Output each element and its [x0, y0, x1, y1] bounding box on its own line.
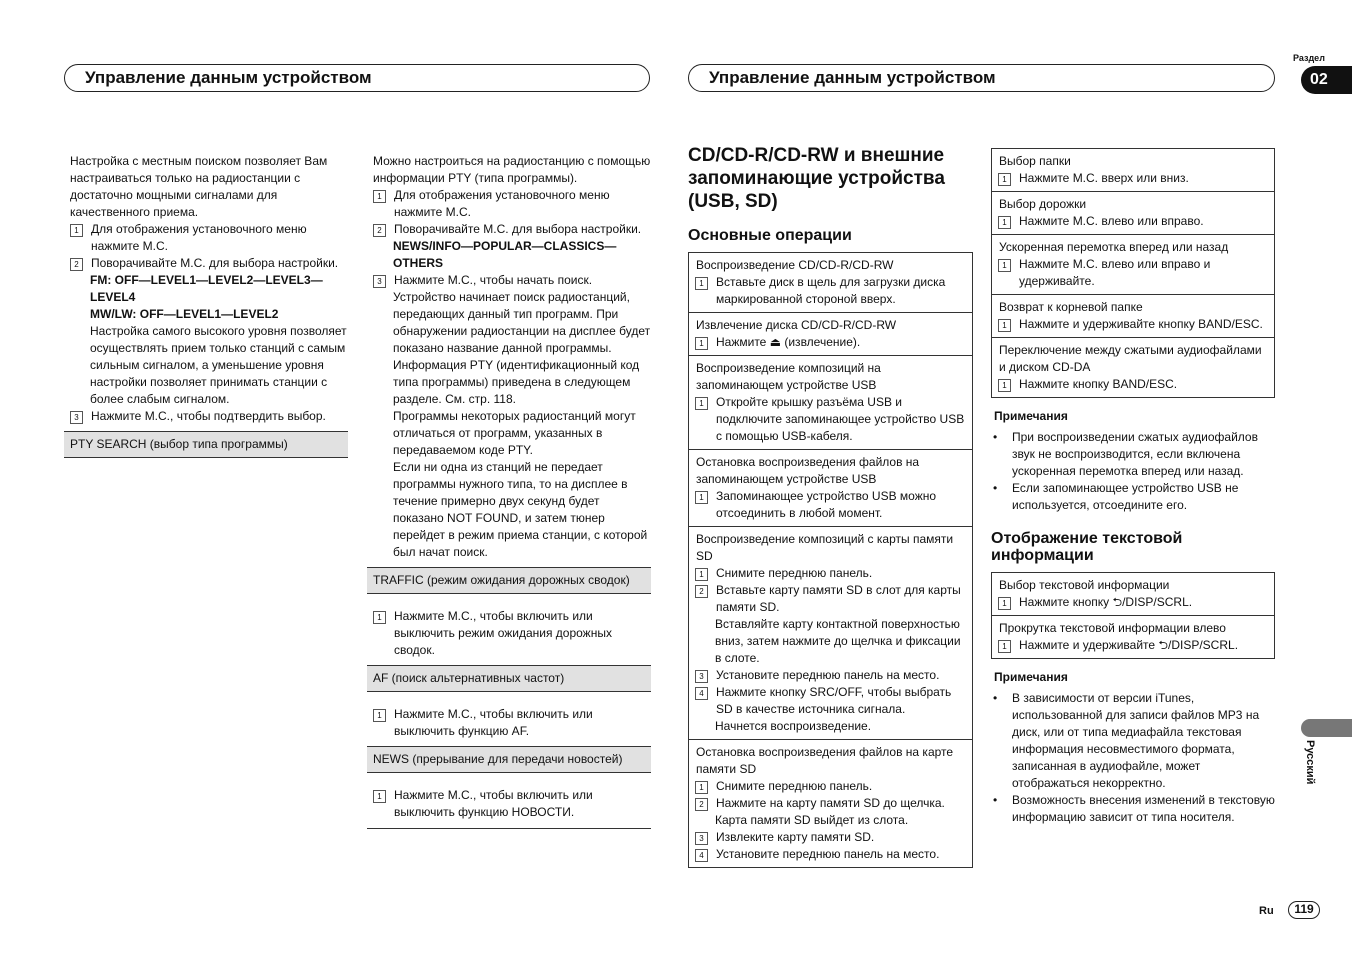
step-number: 1: [695, 781, 708, 794]
step-number: 1: [695, 397, 708, 410]
step: 1 Нажмите M.C., чтобы включить или выключить режим ожидания дорожных сводок.: [367, 608, 651, 659]
bullet-icon: •: [993, 430, 998, 444]
step: 1 Нажмите M.C. вверх или вниз.: [992, 170, 1268, 187]
column-4: [991, 148, 1275, 826]
step: 2 Поворачивайте M.C. для выбора настройки.: [64, 255, 348, 272]
step-note: Вставляйте карту контактной поверхностью вниз, затем нажмите до щелчка и фиксации в слоте.: [715, 617, 961, 665]
divider: [367, 828, 651, 829]
step: 1 Откройте крышку разъёма USB и подключите запоминающее устройство USB с помощью USB-кабеля.: [689, 394, 966, 445]
step: 3 Нажмите M.C., чтобы начать поиск.: [367, 272, 651, 289]
language-tab-marker: [1301, 719, 1352, 737]
column-2: [367, 153, 651, 829]
step: 4 Нажмите кнопку SRC/OFF, чтобы выбрать SD в качестве источника сигнала.: [689, 684, 966, 718]
operation-cd-eject: Извлечение диска CD/CD-R/CD-RW 1 Нажмите ⏏ (извлечение).: [689, 313, 972, 356]
step-number: 1: [373, 190, 386, 203]
mw-levels: MW/LW: OFF—LEVEL1—LEVEL2: [90, 307, 279, 321]
page-language: Ru: [1259, 905, 1274, 917]
step-number: 1: [70, 224, 83, 237]
af-bar: AF (поиск альтернативных частот): [367, 665, 651, 692]
step: 1 Нажмите M.C. влево или вправо.: [992, 213, 1268, 230]
step-number: 1: [998, 173, 1011, 186]
step-number: 4: [695, 687, 708, 700]
step-note: Настройка самого высокого уровня позволяет осуществлять прием только станций с самым сильным сигналом, а уменьшение уровня настройки позволяет принимать станции с более слабым сигналом.: [90, 324, 347, 406]
step: 1 Нажмите M.C. влево или вправо и удерживайте.: [992, 256, 1268, 290]
step-number: 1: [998, 216, 1011, 229]
bullet-icon: •: [993, 691, 998, 705]
step-note: Если ни одна из станций не передает программы нужного типа, то на дисплее в течение примерно двух секунд будет показано NOT FOUND, и затем тюнер перейдет в режим приема станции, с которой был начат поиск.: [393, 460, 648, 559]
pty-values: NEWS/INFO—POPULAR—CLASSICS—OTHERS: [393, 239, 617, 270]
step-number: 2: [695, 585, 708, 598]
bullet-icon: •: [993, 793, 998, 807]
local-seek-intro: Настройка с местным поиском позволяет Вам настраиваться только на радиостанции с достаточно мощными сигналами для качественного приема.: [70, 154, 328, 219]
step: 1 Для отображения установочного меню нажмите M.C.: [367, 187, 651, 221]
step: 1 Нажмите M.C., чтобы включить или выключить функцию AF.: [367, 706, 651, 740]
step-number: 1: [373, 709, 386, 722]
step-number: 1: [695, 491, 708, 504]
step: 1 Нажмите M.C., чтобы включить или выключить функцию НОВОСТИ.: [367, 787, 651, 821]
step: 3 Установите переднюю панель на место.: [689, 667, 966, 684]
pty-intro: Можно настроиться на радиостанцию с помощью информации PTY (типа программы).: [373, 154, 651, 185]
operation-folder-select: Выбор папки 1 Нажмите M.C. вверх или вниз.: [992, 149, 1274, 192]
section-label: Раздел: [1293, 53, 1325, 63]
operation-sd-play: Воспроизведение композиций с карты памяти SD 1 Снимите переднюю панель. 2 Вставьте карту памяти SD в слот для карты памяти SD. Вставляйте карту контактной поверхностью вниз, затем нажмите до щелчка и фиксации в слоте. 3 Установите переднюю панель на место. 4 Нажмите кнопку SRC/OFF, чтобы выбрать SD в качестве источника сигнала. Начнется воспроизведение.: [689, 527, 972, 740]
step: 1 Запоминающее устройство USB можно отсоединить в любой момент.: [689, 488, 966, 522]
column-1: [64, 153, 348, 464]
step: 1 Для отображения установочного меню нажмите M.C.: [64, 221, 348, 255]
step-number: 2: [695, 798, 708, 811]
note-bullet: • Если запоминающее устройство USB не используется, отсоедините его.: [993, 481, 1239, 512]
step-note: Устройство начинает поиск радиостанций, передающих данный тип программ. При обнаружении радиостанции на дисплее будет показано название данной программы.: [393, 290, 651, 355]
operation-usb-stop: Остановка воспроизведения файлов на запоминающем устройстве USB 1 Запоминающее устройство USB можно отсоединить в любой момент.: [689, 450, 972, 527]
notes-title: Примечания: [994, 409, 1068, 423]
step-number: 1: [695, 337, 708, 350]
step: 3 Нажмите M.C., чтобы подтвердить выбор.: [64, 408, 348, 425]
step: 2 Нажмите на карту памяти SD до щелчка.: [689, 795, 966, 812]
operations-box: [688, 252, 973, 868]
subsection-heading: Основные операции: [688, 227, 852, 244]
step: 4 Установите переднюю панель на место.: [689, 846, 966, 863]
step-number: 1: [998, 259, 1011, 272]
step-note: Начнется воспроизведение.: [715, 719, 872, 733]
operation-cd-play: Воспроизведение CD/CD-R/CD-RW 1 Вставьте диск в щель для загрузки диска маркированной стороной вверх.: [689, 253, 972, 313]
operation-switch-audio: Переключение между сжатыми аудиофайлами и диском CD-DA 1 Нажмите кнопку BAND/ESC.: [992, 338, 1274, 397]
operation-usb-play: Воспроизведение композиций на запоминающем устройстве USB 1 Откройте крышку разъёма USB и подключите запоминающее устройство USB с помощью USB-кабеля.: [689, 356, 972, 450]
step-number: 3: [695, 670, 708, 683]
step-number: 1: [998, 319, 1011, 332]
operation-text-scroll: Прокрутка текстовой информации влево 1 Нажмите и удерживайте ⮌/DISP/SCRL.: [992, 616, 1274, 658]
traffic-bar: TRAFFIC (режим ожидания дорожных сводок): [367, 567, 651, 594]
note-bullet: • При воспроизведении сжатых аудиофайлов звук не воспроизводится, если включена ускоренная перемотка вперед или назад.: [993, 430, 1258, 478]
step: 1 Снимите переднюю панель.: [689, 778, 966, 795]
language-label: Русский: [1304, 740, 1316, 785]
operations-box-2: [991, 148, 1275, 398]
fm-levels: FM: OFF—LEVEL1—LEVEL2—LEVEL3—LEVEL4: [90, 273, 323, 304]
step-number: 2: [70, 258, 83, 271]
operation-track-select: Выбор дорожки 1 Нажмите M.C. влево или вправо.: [992, 192, 1274, 235]
step-number: 3: [70, 411, 83, 424]
operation-sd-stop: Остановка воспроизведения файлов на карте памяти SD 1 Снимите переднюю панель. 2 Нажмите на карту памяти SD до щелчка. Карта памяти SD выйдет из слота. 3 Извлеките карту памяти SD. 4 Установите переднюю панель на место.: [689, 740, 972, 867]
page-number: 119: [1288, 901, 1320, 919]
step-number: 1: [998, 379, 1011, 392]
operation-fast-forward: Ускоренная перемотка вперед или назад 1 Нажмите M.C. влево или вправо и удерживайте.: [992, 235, 1274, 295]
right-page-header: Управление данным устройством: [688, 64, 1275, 92]
step: 1 Нажмите и удерживайте ⮌/DISP/SCRL.: [992, 637, 1268, 654]
step: 3 Извлеките карту памяти SD.: [689, 829, 966, 846]
step-note: Карта памяти SD выйдет из слота.: [715, 813, 909, 827]
operation-text-select: Выбор текстовой информации 1 Нажмите кнопку ⮌/DISP/SCRL.: [992, 573, 1274, 616]
step: 2 Вставьте карту памяти SD в слот для карты памяти SD.: [689, 582, 966, 616]
step-number: 1: [373, 790, 386, 803]
bullet-icon: •: [993, 481, 998, 495]
step-number: 3: [373, 275, 386, 288]
news-bar: NEWS (прерывание для передачи новостей): [367, 746, 651, 773]
section-heading: CD/CD-R/CD-RW и внешние запоминающие устройства (USB, SD): [688, 145, 945, 212]
step: 1 Нажмите кнопку BAND/ESC.: [992, 376, 1268, 393]
column-3: [688, 144, 973, 868]
note-bullet: • В зависимости от версии iTunes, использованной для записи файлов MP3 на диск, или от типа медиафайла текстовая информация несовместимого формата, записанная в аудиофайле, может отображаться некорректно.: [993, 691, 1260, 790]
step-number: 1: [695, 568, 708, 581]
step-number: 1: [998, 597, 1011, 610]
notes-title: Примечания: [994, 670, 1068, 684]
step-number: 2: [373, 224, 386, 237]
step-number: 1: [373, 611, 386, 624]
pty-search-bar: PTY SEARCH (выбор типа программы): [64, 431, 348, 458]
step-number: 3: [695, 832, 708, 845]
step: 1 Нажмите и удерживайте кнопку BAND/ESC.: [992, 316, 1268, 333]
step-number: 4: [695, 849, 708, 862]
step: 2 Поворачивайте M.C. для выбора настройки.: [367, 221, 651, 238]
operation-root-folder: Возврат к корневой папке 1 Нажмите и удерживайте кнопку BAND/ESC.: [992, 295, 1274, 338]
step: 1 Нажмите ⏏ (извлечение).: [689, 334, 966, 351]
left-page-header: Управление данным устройством: [64, 64, 650, 92]
step: 1 Нажмите кнопку ⮌/DISP/SCRL.: [992, 594, 1268, 611]
step: 1 Снимите переднюю панель.: [689, 565, 966, 582]
step-note: Информация PTY (идентификационный код типа программы) приведена в следующем разделе. См. стр. 118.: [393, 358, 640, 406]
text-info-box: [991, 572, 1275, 659]
step-number: 1: [695, 277, 708, 290]
note-bullet: • Возможность внесения изменений в текстовую информацию зависит от типа носителя.: [993, 793, 1275, 824]
step: 1 Вставьте диск в щель для загрузки диска маркированной стороной вверх.: [689, 274, 966, 308]
section-number-tab: 02: [1301, 66, 1352, 94]
step-note: Программы некоторых радиостанций могут отличаться от программ, указанных в передаваемом коде PTY.: [393, 409, 636, 457]
step-number: 1: [998, 640, 1011, 653]
subsection-heading: Отображение текстовой информации: [991, 530, 1183, 564]
